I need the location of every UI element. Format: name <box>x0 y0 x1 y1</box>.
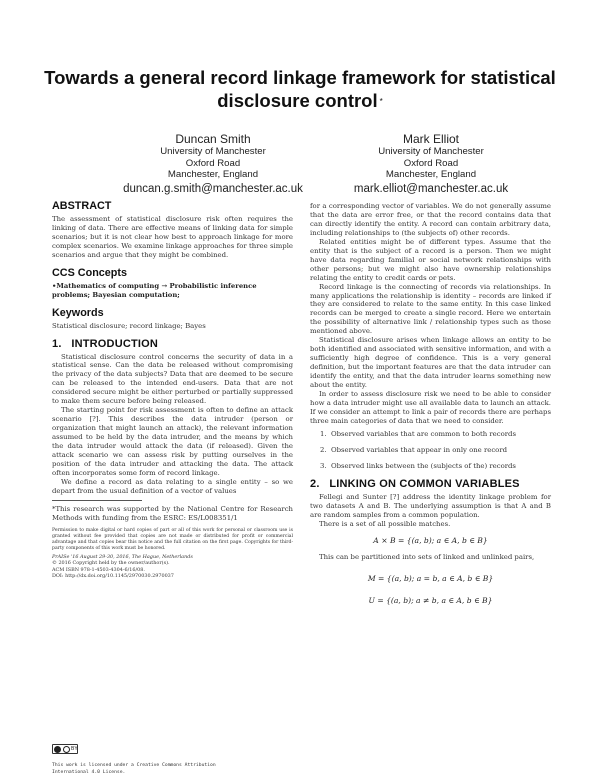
left-column <box>52 200 293 580</box>
license-line-1: This work is licensed under a Creative Commons Attribution <box>52 763 216 768</box>
paragraph: Statistical disclosure control concerns the security of data in a statistical sense. Can the data be released without compromising the privacy of the data subjects? Data that are deemed to be secure can be released to the intended end-users. Data that are not considered secure might be either perturbed or partially suppressed to make them secure before being released. <box>52 352 293 406</box>
title-footnote-mark: * <box>379 97 383 106</box>
doi-line: DOI: http://dx.doi.org/10.1145/2970030.2970037 <box>52 573 174 580</box>
paragraph: Statistical disclosure arises when linkage allows an entity to be both identified and associated with sensitive information, and with a sufficiently high degree of confidence. This is a very general definition, but the important features are that the data intruder can identify the entity, and that the data intruder learns something new about the entity. <box>310 336 551 390</box>
author-affiliation: Manchester, England <box>167 169 259 180</box>
license-line-2: International 4.0 License. <box>52 769 126 775</box>
author-block-2 <box>311 132 551 196</box>
conference-info <box>52 554 293 580</box>
keywords-section <box>52 307 293 331</box>
footnote: *This research was supported by the National Centre for Research Methods with funding from the ESRC: ES/L008351/1 <box>52 504 293 522</box>
abstract-text: The assessment of statistical disclosure risk often requires the linking of data. There are effective means of linking data for simple scenarios; but it is not clear how best to approach linkage for more complex scenarios. We examine linkage approaches for three simple scenarios and argue that they might be combined. <box>52 215 293 259</box>
paragraph: Related entities might be of different types. Assume that the entity that is the subject of a record is a person. Then we might have data regarding familial or social network relationships with other persons; but we might also have ownership relationships relating the entity to credit cards or pets. <box>310 237 551 282</box>
keywords-text: Statistical disclosure; record linkage; Bayes <box>52 321 206 330</box>
introduction-section <box>52 338 293 496</box>
keywords-heading: Keywords <box>52 306 104 319</box>
ccs-heading: CCS Concepts <box>52 266 127 279</box>
list-item: 3. Observed links between the (subjects of the) records <box>320 461 516 470</box>
cc-person-icon <box>63 746 70 753</box>
data-categories-list <box>310 430 551 471</box>
cc-circle-icon <box>54 746 61 753</box>
author-affiliation: Oxford Road <box>403 157 459 169</box>
paragraph: The starting point for risk assessment is often to define an attack scenario [?]. This describes the data intruder (person or organization that might launch an attack), the relevant information assumed to be held by the data intruder, and the means by which the data intruder would attack the data (if released). Given the attack scenario we can assess risk by putting ourselves in the position of the data intruder and attacking the data. The attack often incorporates some form of record linkage. <box>52 406 293 477</box>
ccs-text: •Mathematics of computing → Probabilistic inference problems; Bayesian computation; <box>52 281 257 299</box>
permission-notice: Permission to make digital or hard copies of part or all of this work for personal or classroom use is granted without fee provided that copies are not made or distributed for profit or commercial advantage and that copies bear this notice and the full citation on the first page. Copyrights for third-party components of this work must be honored. <box>52 527 293 551</box>
introduction-heading: 1. INTRODUCTION <box>52 337 159 350</box>
title-line-2: disclosure control * <box>217 90 383 111</box>
paper-title <box>30 66 570 112</box>
ccs-section <box>52 267 293 300</box>
right-column <box>310 202 551 613</box>
paragraph: This can be partitioned into sets of linked and unlinked pairs, <box>319 552 535 561</box>
author-affiliation: University of Manchester <box>160 146 266 157</box>
author-email: duncan.g.smith@manchester.ac.uk <box>123 182 303 195</box>
list-item: 1. Observed variables that are common to both records <box>320 429 517 438</box>
section-2-heading: 2. LINKING ON COMMON VARIABLES <box>310 477 520 490</box>
paragraph: We define a record as data relating to a single entity – so we depart from the usual definition of a vector of values <box>52 477 293 495</box>
equation-unmatched-set: U = {(a, b); a ≠ b, a ∈ A, b ∈ B} <box>368 595 493 605</box>
cc-badge-label: BY <box>71 745 78 752</box>
paragraph: for a corresponding vector of variables. We do not generally assume that the data are error free, or that the record contains data that can directly identify the entity. A record can contain arbitrary data, including relationships to (the subjects of) other records. <box>310 202 551 237</box>
author-block-1 <box>93 132 333 196</box>
footnote-divider <box>52 500 142 501</box>
list-item: 2. Observed variables that appear in only one record <box>320 445 508 454</box>
abstract-section <box>52 200 293 260</box>
abstract-heading: ABSTRACT <box>52 200 112 212</box>
paragraph: Record linkage is the connecting of records via relationships. In many applications the relationship is identity – records are linked if they are considered to relate to the same entity. In this case linked records can be merged to create a single record. Here we entertain the possibility of alternative link / relationship types such as those mentioned above. <box>310 282 551 336</box>
isbn-line: ACM ISBN 978-1-4503-4304-6/16/08. <box>52 566 145 573</box>
paragraph: In order to assess disclosure risk we need to be able to consider how a data intruder might use all available data to launch an attack. If we consider an attempt to link a pair of records there are perhaps three main categories of data that we need to consider. <box>310 390 551 425</box>
paragraph: There is a set of all possible matches. <box>319 519 451 528</box>
equation-all-pairs: A × B = {(a, b); a ∈ A, b ∈ B} <box>373 535 488 545</box>
title-line-1: Towards a general record linkage framework for statistical <box>44 67 556 88</box>
copyright-line: © 2016 Copyright held by the owner/author(s). <box>52 560 170 567</box>
author-affiliation: Manchester, England <box>385 169 477 180</box>
creative-commons-icon <box>52 744 78 754</box>
author-name: Duncan Smith <box>175 132 251 146</box>
license-notice <box>52 744 292 776</box>
author-name: Mark Elliot <box>402 132 459 146</box>
author-email: mark.elliot@manchester.ac.uk <box>353 182 509 195</box>
author-affiliation: Oxford Road <box>185 157 241 169</box>
paragraph: Fellegi and Sunter [?] address the identity linkage problem for two datasets A and B. The underlying assumption is that A and B are random samples from a common population. <box>310 492 551 519</box>
author-affiliation: University of Manchester <box>378 146 484 157</box>
equation-matched-set: M = {(a, b); a = b, a ∈ A, b ∈ B} <box>367 573 494 583</box>
conference-venue: PrAISe '16 August 29-30, 2016, The Hague, Netherlands <box>52 553 193 560</box>
